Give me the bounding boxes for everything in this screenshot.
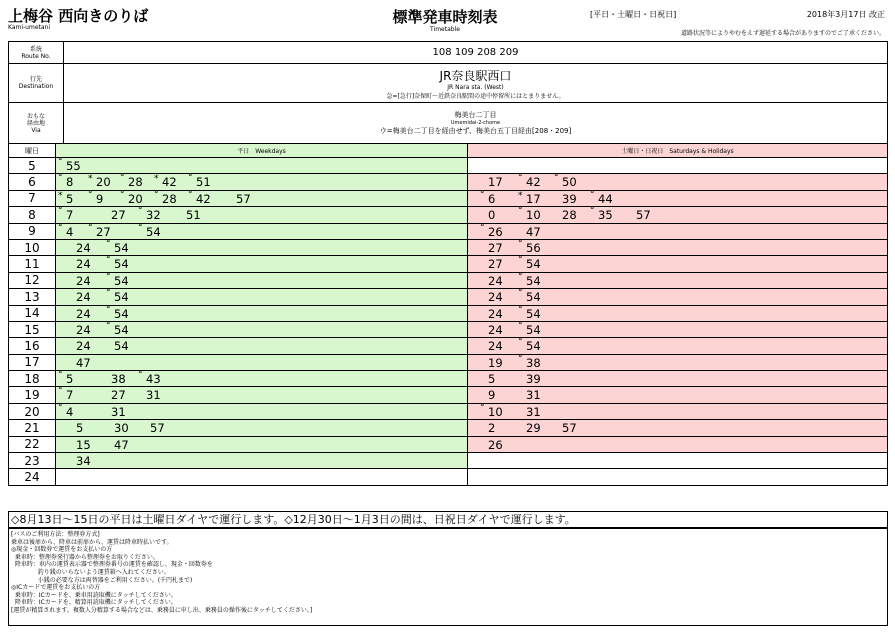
table-row (9, 403, 888, 419)
instruction-line: 降車時：車内の運賃表示器で整理券番号の運賃を確認し、現金・回数券を (11, 561, 213, 569)
destination-value (64, 64, 887, 102)
stop-name-text: 上梅谷 (8, 7, 54, 25)
departure-minute: ° 4 (66, 405, 73, 419)
instruction-line: 乗車は後扉から、降車は前扉から、運賃は降車時払いです。 (11, 538, 173, 546)
departure-minute: 17 (488, 175, 503, 190)
boarding-instructions (8, 528, 888, 626)
departure-minute: * 42 (162, 175, 177, 189)
weekday-cell (56, 272, 468, 288)
hour-cell: 7 (9, 190, 56, 206)
hour-cell: 5 (9, 158, 56, 174)
route-row (8, 41, 888, 64)
hour-cell: 8 (9, 207, 56, 223)
hour-cell: 13 (9, 289, 56, 305)
hour-cell: 10 (9, 239, 56, 255)
table-row (9, 436, 888, 452)
departure-minute: ° 6 (488, 192, 495, 206)
holiday-cell (468, 436, 888, 452)
departure-minute: ° 55 (66, 159, 81, 173)
table-row (9, 338, 888, 354)
departure-minute: ° 28 (128, 175, 143, 189)
departure-minute: ° 42 (526, 175, 541, 189)
table-row (9, 321, 888, 337)
table-row (9, 371, 888, 387)
departure-minute: ° 38 (526, 356, 541, 370)
departure-minute: 24 (488, 290, 503, 305)
destination-row (8, 63, 888, 103)
departure-minute: 24 (488, 273, 503, 288)
table-row (9, 305, 888, 321)
departure-minute: ° 10 (488, 405, 503, 419)
departure-minute: ° 54 (114, 257, 129, 271)
departure-minute: ° 8 (66, 175, 73, 189)
departure-minute: ° 54 (526, 323, 541, 337)
departure-minute: 54 (114, 339, 129, 354)
operation-notice: ◇8月13日～15日の平日は土曜日ダイヤで運行します。◇12月30日～1月3日の間は、日祝日ダイヤで運行します。 (8, 511, 888, 528)
destination-label (9, 64, 64, 102)
departure-minute: ° 4 (66, 225, 73, 239)
departure-minute: 24 (76, 273, 91, 288)
departure-minute: ° 54 (114, 241, 129, 255)
table-row (9, 239, 888, 255)
departure-minute: 24 (76, 339, 91, 354)
departure-minute: ° 54 (114, 274, 129, 288)
weekday-cell (56, 321, 468, 337)
departure-minute: ° 54 (526, 339, 541, 353)
departure-minute: 31 (111, 404, 126, 419)
weekday-cell (56, 453, 468, 469)
destination-label-en: Destination (18, 83, 54, 90)
departure-minute: ° 27 (96, 225, 111, 239)
hour-cell: 19 (9, 387, 56, 403)
stop-romaji: Kami-umetani (8, 24, 51, 31)
hour-cell: 16 (9, 338, 56, 354)
hour-cell: 11 (9, 256, 56, 272)
departure-minute: 26 (488, 437, 503, 452)
departure-minute: ° 32 (146, 208, 161, 222)
page-title-en: Timetable (430, 26, 460, 33)
departure-minute: * 20 (96, 175, 111, 189)
via-name-en: Umemidai-2-chome (450, 120, 501, 126)
stop-name (8, 5, 148, 26)
day-types: [平日・土曜日・日祝日] (590, 10, 677, 19)
route-label-en: Route No. (21, 52, 51, 60)
weekday-cell (56, 174, 468, 190)
via-label-en: Via (31, 126, 41, 134)
hour-cell: 24 (9, 469, 56, 485)
departure-minute: 24 (488, 339, 503, 354)
weekday-cell (56, 387, 468, 403)
hour-cell: 20 (9, 403, 56, 419)
departure-minute: 47 (114, 437, 129, 452)
hour-cell: 17 (9, 354, 56, 370)
departure-minute: ° 10 (526, 208, 541, 222)
departure-minute: ° 56 (526, 241, 541, 255)
holiday-cell (468, 338, 888, 354)
via-label-2: 経由地 (26, 119, 45, 127)
weekday-header: 平日 Weekdays (56, 144, 468, 158)
holiday-cell (468, 174, 888, 190)
table-row (9, 420, 888, 436)
destination-label-ja: 行先 (29, 76, 42, 83)
departure-minute: 51 (186, 208, 201, 223)
weekday-cell (56, 338, 468, 354)
departure-minute: ° 44 (598, 192, 613, 206)
departure-minute: 15 (76, 437, 91, 452)
table-row (9, 256, 888, 272)
departure-minute: 27 (111, 208, 126, 223)
holiday-cell (468, 305, 888, 321)
via-name: 梅美台二丁目 (454, 111, 497, 119)
instruction-line: ◎現金・回数券で運賃をお支払いの方 (11, 546, 113, 554)
departure-minute: 47 (526, 224, 541, 239)
hour-cell: 6 (9, 174, 56, 190)
delay-note: 道路状況等によりやむをえず遅延する場合がありますのでご了承ください。 (680, 30, 885, 37)
departure-minute: ° 50 (562, 175, 577, 189)
table-row (9, 223, 888, 239)
via-row (8, 102, 888, 144)
departure-minute: * 5 (66, 192, 73, 206)
departure-minute: 24 (76, 257, 91, 272)
hour-cell: 15 (9, 321, 56, 337)
departure-minute: ° 42 (196, 192, 211, 206)
table-row (9, 469, 888, 485)
hour-cell: 18 (9, 371, 56, 387)
departure-minute: 24 (76, 290, 91, 305)
hour-cell: 21 (9, 420, 56, 436)
weekday-cell (56, 436, 468, 452)
hour-cell: 9 (9, 223, 56, 239)
weekday-cell (56, 223, 468, 239)
holiday-cell (468, 321, 888, 337)
holiday-cell (468, 387, 888, 403)
weekday-cell (56, 354, 468, 370)
departure-minute: ° 54 (526, 307, 541, 321)
instruction-line: 乗車時：整理券発行器から整理券をお取りください。 (11, 553, 159, 561)
timetable-header (9, 144, 888, 158)
departure-minute: ° 54 (526, 257, 541, 271)
instruction-line: [バスのご利用方法：整理券方式] (11, 531, 100, 538)
departure-minute: 9 (488, 388, 496, 403)
departure-minute: ° 54 (526, 274, 541, 288)
hour-cell: 14 (9, 305, 56, 321)
table-row (9, 174, 888, 190)
holiday-header: 土曜日・日祝日 Saturdays & Holidays (468, 144, 888, 158)
departure-minute: * 17 (526, 192, 541, 206)
destination-name: JR奈良駅西口 (439, 68, 512, 83)
holiday-cell (468, 223, 888, 239)
weekday-cell (56, 371, 468, 387)
weekday-cell (56, 239, 468, 255)
departure-minute: ° 54 (146, 225, 161, 239)
departure-minute: 27 (111, 388, 126, 403)
holiday-cell (468, 420, 888, 436)
departure-minute: ° 54 (526, 290, 541, 304)
departure-minute: 29 (526, 421, 541, 436)
instruction-line: ◎ICカードで運賃をお支払いの方 (11, 584, 101, 592)
route-value: 108 109 208 209 (432, 47, 519, 58)
departure-minute: ° 26 (488, 225, 503, 239)
holiday-cell (468, 403, 888, 419)
departure-minute: 5 (488, 372, 496, 387)
holiday-cell (468, 207, 888, 223)
via-label (9, 103, 64, 143)
holiday-cell (468, 289, 888, 305)
express-note: 急=[急行]奈保町～近鉄奈良駅間の途中停留所にはとまりません。 (386, 92, 565, 100)
instruction-line: 小銭の必要な方は両替器をご利用ください。(千円札まで) (11, 576, 193, 584)
weekday-cell (56, 256, 468, 272)
departure-minute: 24 (488, 322, 503, 337)
departure-minute: 57 (562, 421, 577, 436)
departure-minute: 24 (488, 306, 503, 321)
hour-header: 曜日 (9, 144, 56, 158)
weekday-cell (56, 403, 468, 419)
departure-minute: 24 (76, 240, 91, 255)
table-row (9, 387, 888, 403)
destination-name-en: JR Nara sta. (West) (447, 83, 504, 91)
departure-minute: 28 (562, 208, 577, 223)
holiday-cell (468, 158, 888, 174)
hour-cell: 12 (9, 272, 56, 288)
departure-minute: 57 (150, 421, 165, 436)
departure-minute: 34 (76, 454, 91, 469)
timetable (8, 143, 888, 486)
holiday-cell (468, 256, 888, 272)
hour-cell: 23 (9, 453, 56, 469)
route-label (9, 42, 64, 63)
departure-minute: ° 35 (598, 208, 613, 222)
page-title: 標準発車時刻表 (392, 8, 498, 26)
table-row (9, 272, 888, 288)
departure-minute: ° 51 (196, 175, 211, 189)
holiday-cell (468, 371, 888, 387)
via-label-1: おもな (26, 112, 45, 120)
departure-minute: ° 5 (66, 372, 73, 386)
weekday-cell (56, 158, 468, 174)
departure-minute: ° 20 (128, 192, 143, 206)
departure-minute: 57 (636, 208, 651, 223)
departure-minute: ° 28 (162, 192, 177, 206)
departure-minute: 24 (76, 306, 91, 321)
departure-minute: 27 (488, 240, 503, 255)
departure-minute: 27 (488, 257, 503, 272)
via-note: ウ=梅美台二丁目を経由せず、梅美台五丁目経由[208・209] (379, 127, 572, 135)
holiday-cell (468, 272, 888, 288)
departure-minute: ° 43 (146, 372, 161, 386)
departure-minute: 31 (146, 388, 161, 403)
revision-date: 2018年3月17日 改正 (806, 10, 885, 19)
departure-minute: 2 (488, 421, 496, 436)
weekday-cell (56, 207, 468, 223)
holiday-cell (468, 239, 888, 255)
platform-text: 西向きのりば (58, 7, 149, 25)
departure-minute: 47 (76, 355, 91, 370)
holiday-cell (468, 190, 888, 206)
holiday-cell (468, 453, 888, 469)
holiday-cell (468, 469, 888, 485)
departure-minute: 57 (236, 191, 251, 206)
instruction-line: [運賃が精算されます。複数人分精算する場合などは、乗務員に申し出、乗務員の操作後にタッチしてください。] (11, 606, 313, 614)
departure-minute: 5 (76, 421, 84, 436)
hour-cell: 22 (9, 436, 56, 452)
departure-minute: ° 54 (114, 290, 129, 304)
departure-minute: ° 9 (96, 192, 103, 206)
table-row (9, 289, 888, 305)
departure-minute: 30 (114, 421, 129, 436)
departure-minute: 39 (562, 191, 577, 206)
departure-minute: ° 54 (114, 307, 129, 321)
weekday-cell (56, 305, 468, 321)
departure-minute: 31 (526, 388, 541, 403)
instruction-line: 乗車時：ICカードを、乗車用読取機にタッチしてください。 (11, 591, 177, 599)
holiday-cell (468, 354, 888, 370)
table-row (9, 453, 888, 469)
departure-minute: ° 54 (114, 323, 129, 337)
departure-minute: 39 (526, 372, 541, 387)
instruction-line: 降車時：ICカードを、精算用読取機にタッチしてください。 (11, 599, 177, 607)
departure-minute: 31 (526, 404, 541, 419)
departure-minute: 38 (111, 372, 126, 387)
via-value (64, 103, 887, 143)
table-row (9, 158, 888, 174)
departure-minute: ° 7 (66, 388, 73, 402)
departure-minute: 0 (488, 208, 496, 223)
weekday-cell (56, 190, 468, 206)
weekday-cell (56, 420, 468, 436)
weekday-cell (56, 289, 468, 305)
departure-minute: ° 7 (66, 208, 73, 222)
route-label-ja: 系統 (29, 45, 42, 53)
instruction-line: 釣り銭のいらないよう運賃箱へ入れてください。 (11, 568, 170, 576)
departure-minute: 24 (76, 322, 91, 337)
departure-minute: 19 (488, 355, 503, 370)
weekday-cell (56, 469, 468, 485)
